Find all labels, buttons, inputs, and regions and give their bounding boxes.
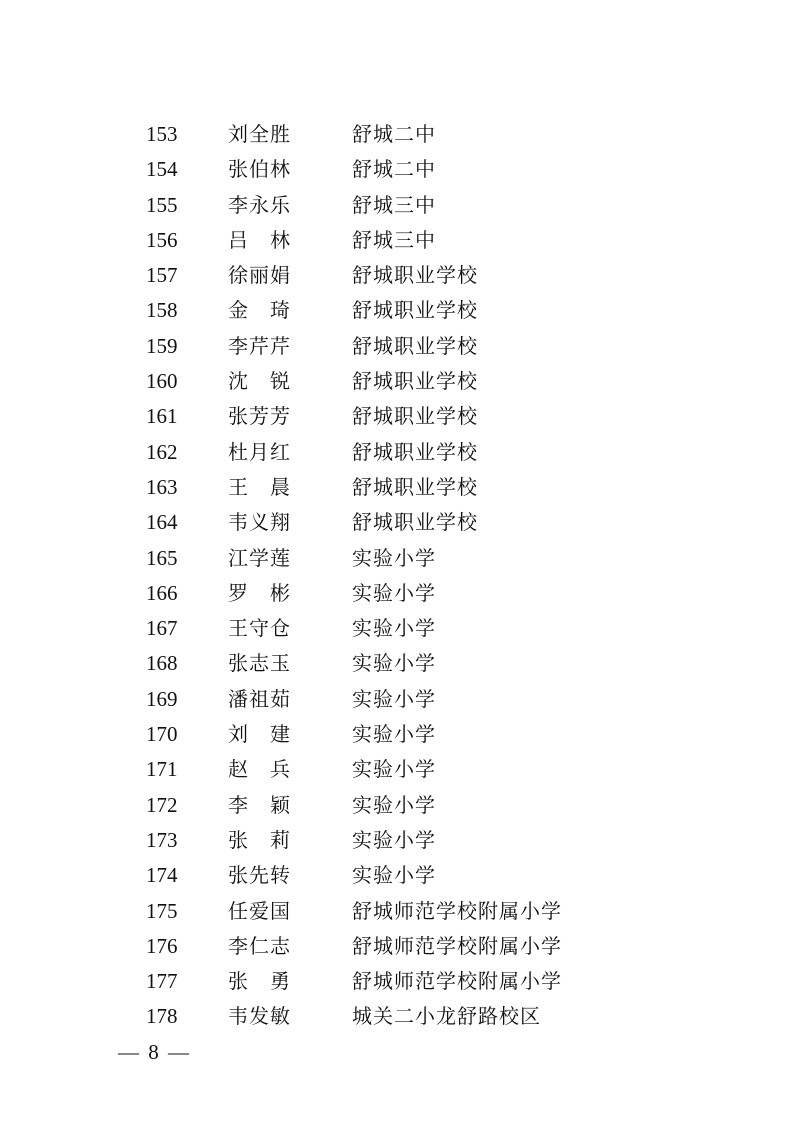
- roster-person-name: 张 勇: [228, 969, 291, 994]
- roster-person-name: 杜月红: [228, 439, 291, 464]
- roster-person-name: 金 琦: [228, 298, 291, 323]
- roster-person-name: 张伯林: [228, 157, 291, 182]
- roster-number: 175: [146, 898, 178, 923]
- roster-person-name: 张先转: [228, 863, 291, 888]
- roster-person-name: 李永乐: [228, 192, 291, 217]
- roster-person-name: 赵 兵: [228, 757, 291, 782]
- roster-number: 171: [146, 757, 178, 782]
- roster-school: 实验小学: [352, 686, 436, 711]
- roster-row: [0, 435, 794, 470]
- award-roster: [0, 117, 794, 1035]
- roster-row: [0, 293, 794, 328]
- roster-row: [0, 752, 794, 787]
- roster-school: 舒城三中: [352, 227, 436, 252]
- roster-person-name: 王守仓: [228, 616, 291, 641]
- roster-school: 舒城师范学校附属小学: [352, 933, 562, 958]
- roster-number: 177: [146, 969, 178, 994]
- roster-person-name: 潘祖茹: [228, 686, 291, 711]
- roster-number: 166: [146, 580, 178, 605]
- roster-school: 舒城职业学校: [352, 263, 478, 288]
- roster-number: 167: [146, 616, 178, 641]
- roster-school: 舒城职业学校: [352, 474, 478, 499]
- roster-row: [0, 964, 794, 999]
- roster-row: [0, 541, 794, 576]
- roster-person-name: 韦义翔: [228, 510, 291, 535]
- roster-row: [0, 470, 794, 505]
- roster-number: 169: [146, 686, 178, 711]
- roster-number: 176: [146, 933, 178, 958]
- roster-number: 172: [146, 792, 178, 817]
- roster-row: [0, 611, 794, 646]
- roster-row: [0, 188, 794, 223]
- roster-school: 舒城职业学校: [352, 369, 478, 394]
- roster-school: 实验小学: [352, 757, 436, 782]
- roster-person-name: 张志玉: [228, 651, 291, 676]
- roster-number: 170: [146, 722, 178, 747]
- roster-school: 实验小学: [352, 863, 436, 888]
- roster-row: [0, 399, 794, 434]
- roster-row: [0, 999, 794, 1034]
- roster-row: [0, 646, 794, 681]
- roster-row: [0, 894, 794, 929]
- page-number: — 8 —: [118, 1040, 191, 1064]
- roster-school: 舒城职业学校: [352, 510, 478, 535]
- roster-number: 156: [146, 227, 178, 252]
- roster-person-name: 张芳芳: [228, 404, 291, 429]
- roster-school: 舒城师范学校附属小学: [352, 969, 562, 994]
- roster-row: [0, 364, 794, 399]
- roster-row: [0, 788, 794, 823]
- roster-number: 168: [146, 651, 178, 676]
- roster-school: 实验小学: [352, 827, 436, 852]
- roster-number: 173: [146, 827, 178, 852]
- roster-row: [0, 152, 794, 187]
- roster-number: 164: [146, 510, 178, 535]
- roster-school: 实验小学: [352, 545, 436, 570]
- roster-row: [0, 258, 794, 293]
- roster-row: [0, 505, 794, 540]
- roster-school: 舒城职业学校: [352, 298, 478, 323]
- roster-number: 165: [146, 545, 178, 570]
- roster-school: 实验小学: [352, 616, 436, 641]
- roster-person-name: 任爱国: [228, 898, 291, 923]
- roster-row: [0, 929, 794, 964]
- roster-person-name: 王 晨: [228, 474, 291, 499]
- roster-person-name: 吕 林: [228, 227, 291, 252]
- roster-number: 153: [146, 122, 178, 146]
- roster-row: [0, 117, 794, 152]
- roster-number: 157: [146, 263, 178, 288]
- roster-row: [0, 823, 794, 858]
- roster-number: 161: [146, 404, 178, 429]
- roster-school: 城关二小龙舒路校区: [352, 1004, 541, 1029]
- roster-number: 160: [146, 369, 178, 394]
- roster-school: 舒城三中: [352, 192, 436, 217]
- roster-person-name: 刘全胜: [228, 122, 291, 146]
- roster-row: [0, 223, 794, 258]
- roster-person-name: 沈 锐: [228, 369, 291, 394]
- roster-number: 155: [146, 192, 178, 217]
- roster-person-name: 李仁志: [228, 933, 291, 958]
- roster-school: 舒城职业学校: [352, 439, 478, 464]
- roster-person-name: 徐丽娟: [228, 263, 291, 288]
- roster-number: 158: [146, 298, 178, 323]
- roster-school: 舒城师范学校附属小学: [352, 898, 562, 923]
- roster-school: 实验小学: [352, 792, 436, 817]
- roster-row: [0, 717, 794, 752]
- roster-person-name: 罗 彬: [228, 580, 291, 605]
- roster-person-name: 李 颖: [228, 792, 291, 817]
- roster-person-name: 江学莲: [228, 545, 291, 570]
- roster-person-name: 韦发敏: [228, 1004, 291, 1029]
- roster-row: [0, 858, 794, 893]
- roster-school: 舒城职业学校: [352, 333, 478, 358]
- roster-number: 178: [146, 1004, 178, 1029]
- roster-number: 162: [146, 439, 178, 464]
- roster-school: 舒城职业学校: [352, 404, 478, 429]
- roster-school: 实验小学: [352, 722, 436, 747]
- roster-school: 实验小学: [352, 580, 436, 605]
- roster-school: 舒城二中: [352, 122, 436, 146]
- roster-school: 舒城二中: [352, 157, 436, 182]
- roster-number: 159: [146, 333, 178, 358]
- roster-number: 163: [146, 474, 178, 499]
- roster-row: [0, 329, 794, 364]
- roster-person-name: 张 莉: [228, 827, 291, 852]
- roster-school: 实验小学: [352, 651, 436, 676]
- roster-person-name: 李芹芹: [228, 333, 291, 358]
- roster-number: 174: [146, 863, 178, 888]
- roster-number: 154: [146, 157, 178, 182]
- roster-person-name: 刘 建: [228, 722, 291, 747]
- roster-row: [0, 576, 794, 611]
- roster-row: [0, 682, 794, 717]
